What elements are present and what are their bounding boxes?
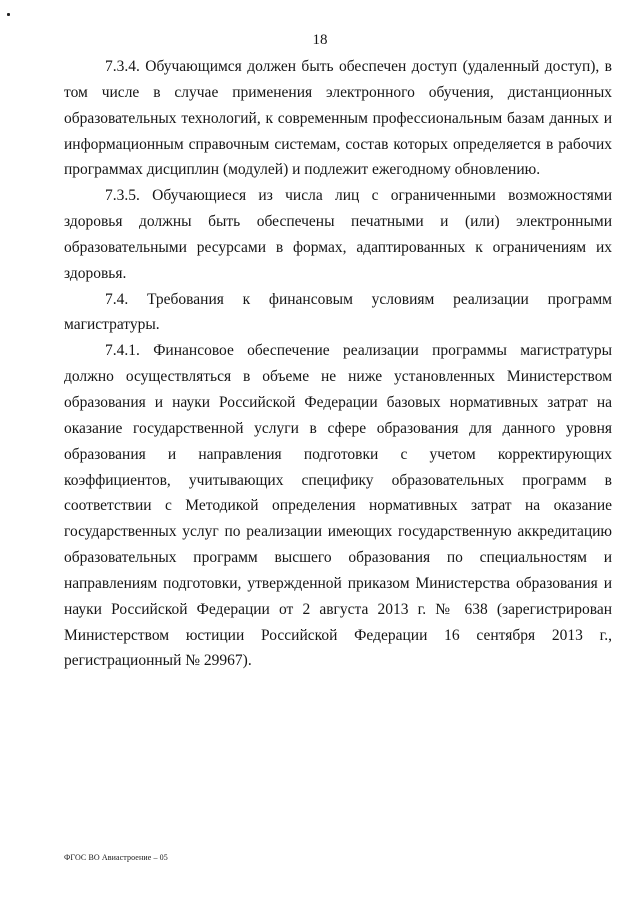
- paragraph-7-4: 7.4. Требования к финансовым условиям реализации программ магистратуры.: [64, 290, 612, 334]
- paragraph-7-3-5: 7.3.5. Обучающиеся из числа лиц с ограниченными возможностями здоровья должны быть обеспечены печатными и (или) электронными образовательными ресурсами в формах, адаптированных к ограничениям их здоровья.: [64, 187, 612, 282]
- paragraph-7-3-4: 7.3.4. Обучающимся должен быть обеспечен доступ (удаленный доступ), в том числе в случае применения электронного обучения, дистанционных образовательных технологий, к современным профессиональным базам данных и информационным справочным системам, состав которых определяется в рабочих программах дисциплин (модулей) и подлежит ежегодному обновлению.: [64, 58, 612, 179]
- paragraph-7-4-1: 7.4.1. Финансовое обеспечение реализации программы магистратуры должно осуществляться в объеме не ниже установленных Министерством образования и науки Российской Федерации базовых нормативных затрат на оказание государственной услуги в сфере образования для данного уровня образования и направления подготовки с учетом корректирующих коэффициентов, учитывающих специфику образовательных программ в соответствии с Методикой определения нормативных затрат на оказание государственных услуг по реализации имеющих государственную аккредитацию образовательных программ высшего образования по специальностям и направлениям подготовки, утвержденной приказом Министерства образования и науки Российской Федерации от 2 августа 2013 г. № 638 (зарегистрирован Министерством юстиции Российской Федерации 16 сентября 2013 г., регистрационный № 29967).: [64, 342, 612, 670]
- page-number: 18: [312, 32, 328, 48]
- document-footer: ФГОС ВО Авиастроение – 05: [64, 853, 168, 862]
- document-body: [64, 54, 612, 674]
- scan-speck: [7, 13, 10, 16]
